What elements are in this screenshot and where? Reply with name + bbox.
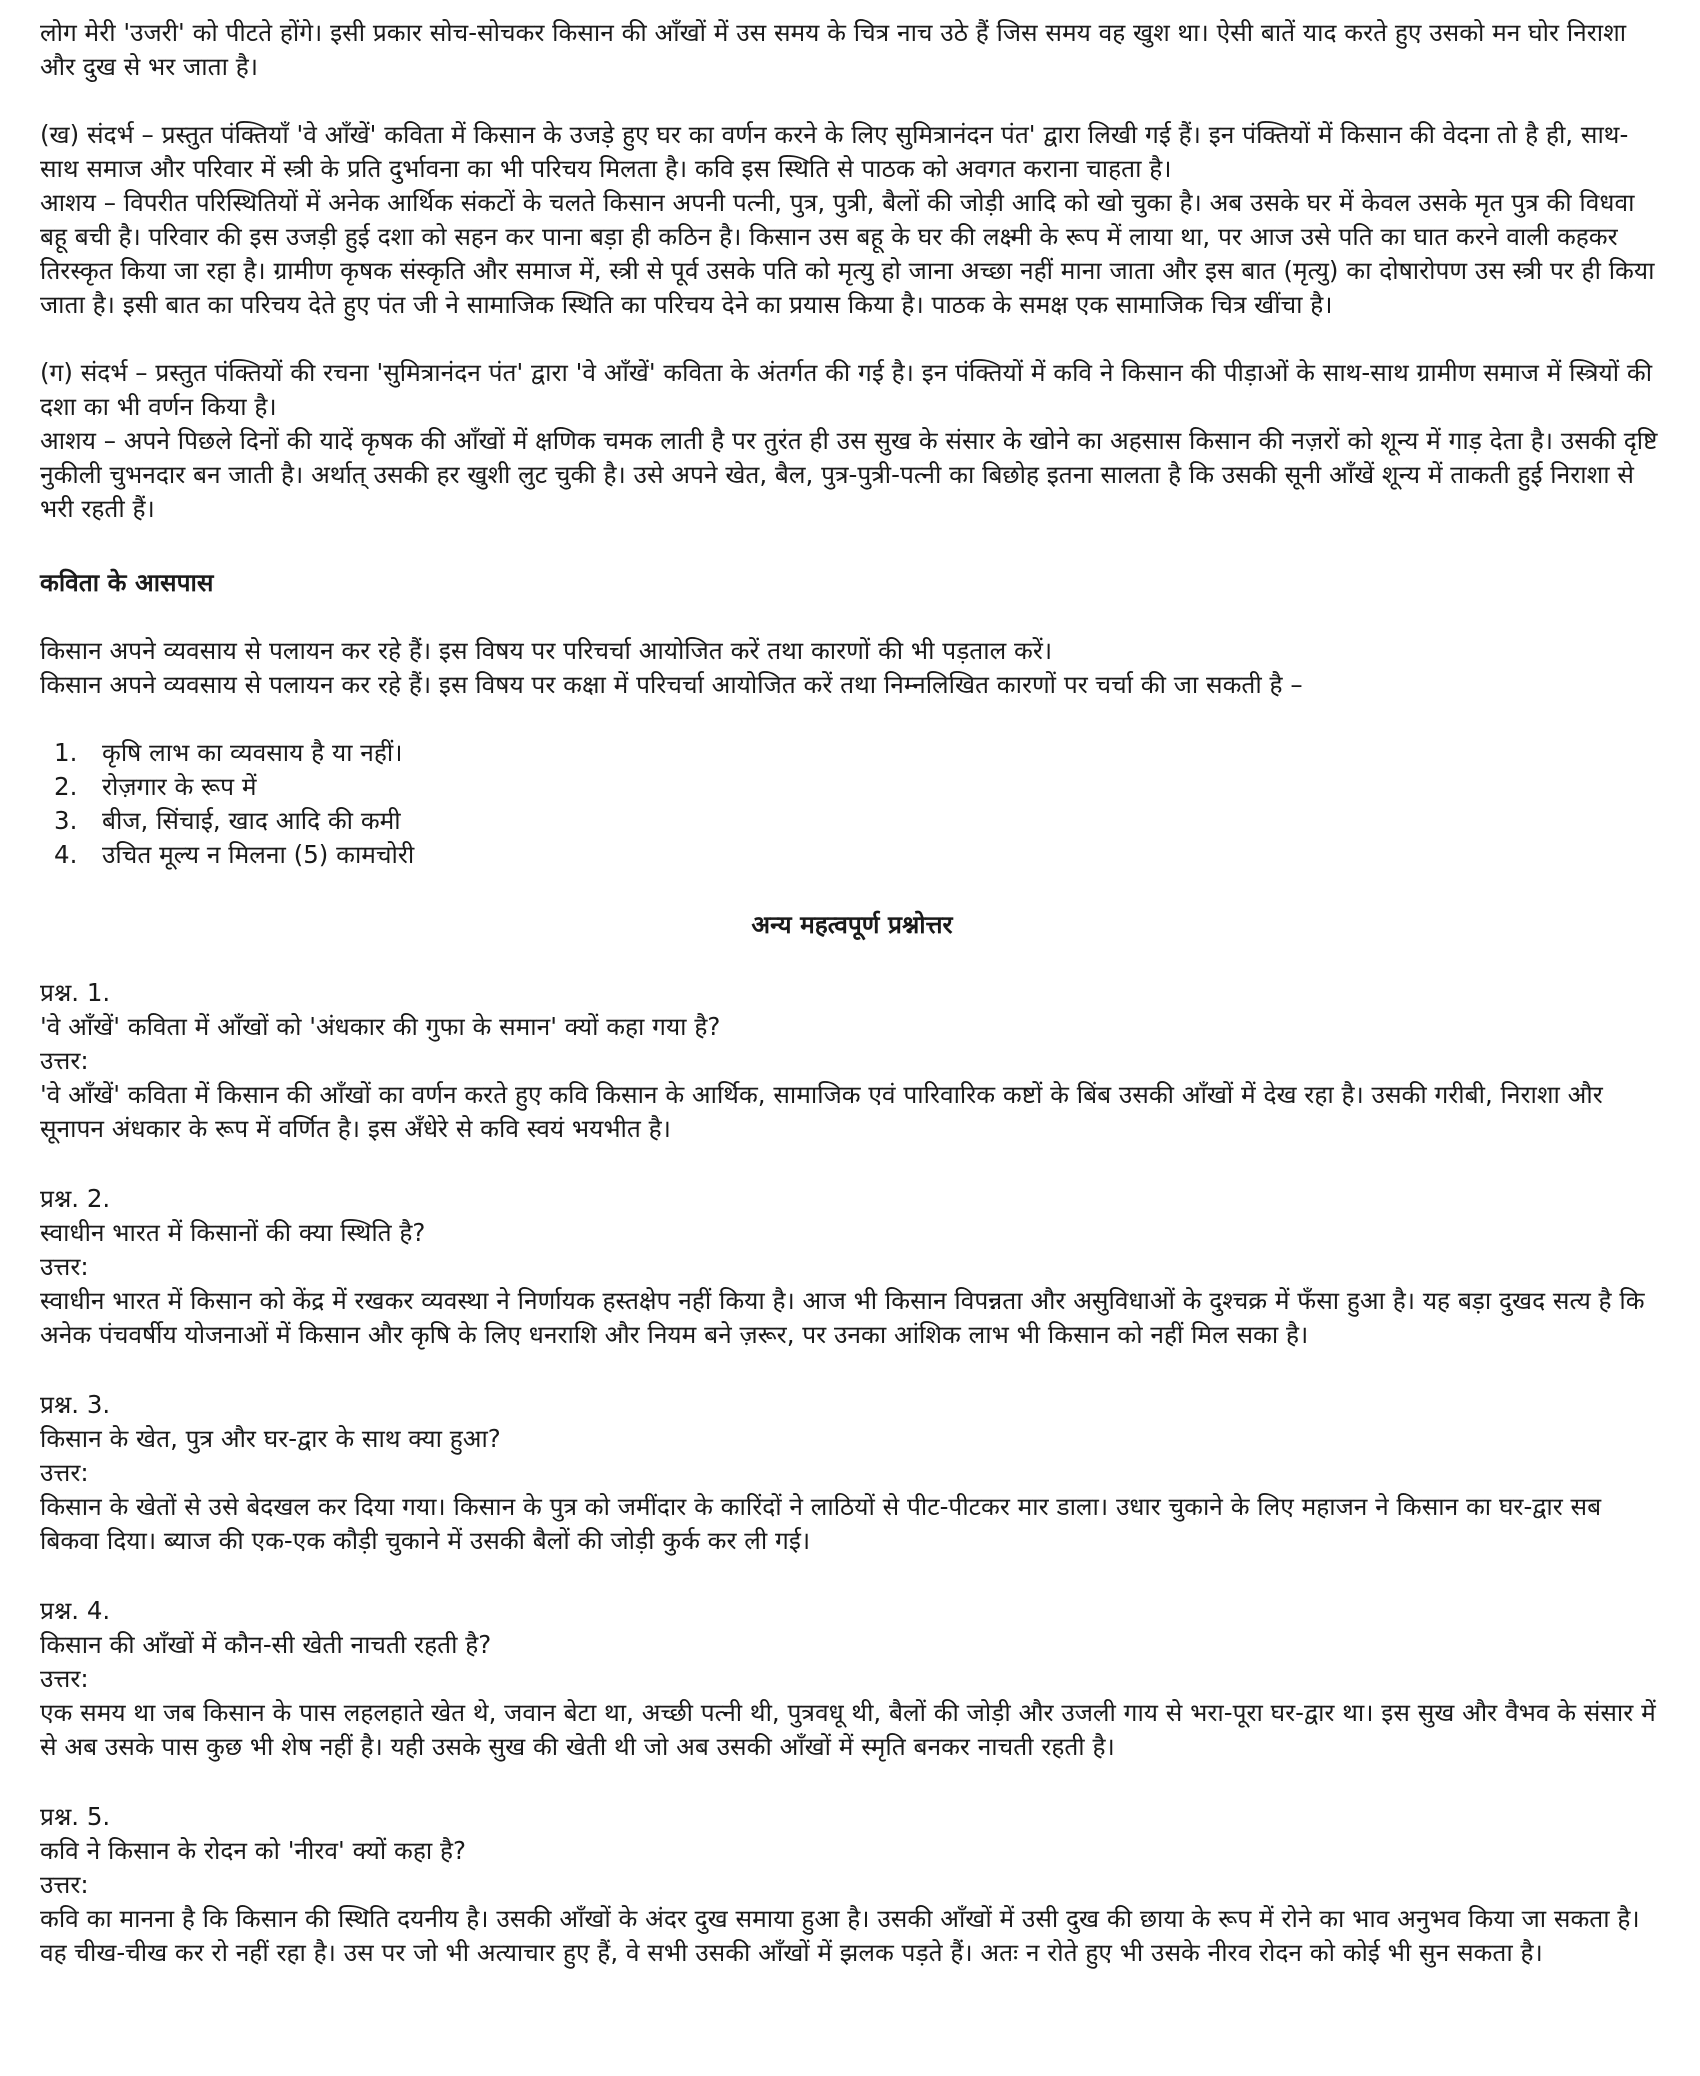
list-item <box>40 838 1664 872</box>
list-item-text: कृषि लाभ का व्यवसाय है या नहीं। <box>102 738 403 767</box>
list-item-text: रोज़गार के रूप में <box>102 772 257 801</box>
list-item-text: उचित मूल्य न मिलना (5) कामचोरी <box>102 840 415 869</box>
qa-item-2 <box>40 1182 1664 1352</box>
list-item-number: 3. <box>54 806 78 835</box>
intro-paragraph: लोग मेरी 'उजरी' को पीटते होंगे। इसी प्रकार सोच-सोचकर किसान की आँखों में उस समय के चित्र नाच उठे हैं जिस समय वह खुश था। ऐसी बातें याद करते हुए उसको मन घोर निराशा और दुख से भर जाता है। <box>40 18 1627 81</box>
question-label: प्रश्न. 5. <box>40 1802 111 1831</box>
ga-ashay: आशय – अपने पिछले दिनों की यादें कृषक की आँखों में क्षणिक चमक लाती है पर तुरंत ही उस सुख के संसार के खोने का अहसास किसान की नज़रों को शून्य में गाड़ देता है। उसकी दृष्टि नुकीली चुभनदार बन जाती है। अर्थात् उसकी हर खुशी लुट चुकी है। उसे अपने खेत, बैल, पुत्र-पुत्री-पत्नी का बिछोह इतना सालता है कि उसकी सूनी आँखें शून्य में ताकती हुई निराशा से भरी रहती हैं। <box>40 426 1658 523</box>
aaspaas-answer: किसान अपने व्यवसाय से पलायन कर रहे हैं। इस विषय पर कक्षा में परिचर्चा आयोजित करें तथा निम्नलिखित कारणों पर चर्चा की जा सकती है – <box>40 670 1303 699</box>
causes-list <box>40 736 1664 872</box>
answer-label: उत्तर: <box>40 1664 89 1693</box>
answer-label: उत्तर: <box>40 1458 89 1487</box>
aaspaas-question: किसान अपने व्यवसाय से पलायन कर रहे हैं। इस विषय पर परिचर्चा आयोजित करें तथा कारणों की भी पड़ताल करें। <box>40 636 1053 665</box>
question-label: प्रश्न. 3. <box>40 1390 111 1419</box>
answer-label: उत्तर: <box>40 1870 89 1899</box>
question-label: प्रश्न. 1. <box>40 978 111 1007</box>
question-text: 'वे आँखें' कविता में आँखों को 'अंधकार की गुफा के समान' क्यों कहा गया है? <box>40 1012 721 1041</box>
list-item <box>40 804 1664 838</box>
list-item-text: बीज, सिंचाई, खाद आदि की कमी <box>102 806 401 835</box>
question-label: प्रश्न. 4. <box>40 1596 111 1625</box>
section-ga <box>40 356 1664 526</box>
question-text: किसान के खेत, पुत्र और घर-द्वार के साथ क्या हुआ? <box>40 1424 501 1453</box>
kha-sandarbh: (ख) संदर्भ – प्रस्तुत पंक्तियाँ 'वे आँखें' कविता में किसान के उजड़े हुए घर का वर्णन करने के लिए सुमित्रानंदन पंत' द्वारा लिखी गई हैं। इन पंक्तियों में किसान की वेदना तो है ही, साथ-साथ समाज और परिवार में स्त्री के प्रति दुर्भावना का भी परिचय मिलता है। कवि इस स्थिति से पाठक को अवगत कराना चाहता है। <box>40 120 1629 183</box>
list-item-number: 2. <box>54 772 78 801</box>
answer-label: उत्तर: <box>40 1046 89 1075</box>
question-text: स्वाधीन भारत में किसानों की क्या स्थिति है? <box>40 1218 426 1247</box>
list-item-number: 4. <box>54 840 78 869</box>
ga-sandarbh: (ग) संदर्भ – प्रस्तुत पंक्तियों की रचना 'सुमित्रानंदन पंत' द्वारा 'वे आँखें' कविता के अंतर्गत की गई है। इन पंक्तियों में कवि ने किसान की पीड़ाओं के साथ-साथ ग्रामीण समाज में स्त्रियों की दशा का भी वर्णन किया है। <box>40 358 1653 421</box>
kha-ashay: आशय – विपरीत परिस्थितियों में अनेक आर्थिक संकटों के चलते किसान अपनी पत्नी, पुत्र, पुत्री, बैलों की जोड़ी आदि को खो चुका है। अब उसके घर में केवल उसके मृत पुत्र की विधवा बहू बची है। परिवार की इस उजड़ी हुई दशा को सहन कर पाना बड़ा ही कठिन है। किसान उस बहू के घर की लक्ष्मी के रूप में लाया था, पर आज उसे पति का घात करने वाली कहकर तिरस्कृत किया जा रहा है। ग्रामीण कृषक संस्कृति और समाज में, स्त्री से पूर्व उसके पति को मृत्यु हो जाना अच्छा नहीं माना जाता और इस बात (मृत्यु) का दोषारोपण उस स्त्री पर ही किया जाता है। इसी बात का परिचय देते हुए पंत जी ने सामाजिक स्थिति का परिचय देने का प्रयास किया है। पाठक के समक्ष एक सामाजिक चित्र खींचा है। <box>40 188 1655 319</box>
kavita-aaspaas-heading: कविता के आसपास <box>40 568 214 597</box>
list-item-number: 1. <box>54 738 78 767</box>
qa-item-4 <box>40 1594 1664 1764</box>
question-label: प्रश्न. 2. <box>40 1184 111 1213</box>
other-qa-heading: अन्य महत्वपूर्ण प्रश्नोत्तर <box>751 910 953 939</box>
qa-item-5 <box>40 1800 1664 1970</box>
list-item <box>40 770 1664 804</box>
answer-label: उत्तर: <box>40 1252 89 1281</box>
question-text: किसान की आँखों में कौन-सी खेती नाचती रहती है? <box>40 1630 492 1659</box>
answer-text: एक समय था जब किसान के पास लहलहाते खेत थे, जवान बेटा था, अच्छी पत्नी थी, पुत्रवधू थी, बैलों की जोड़ी और उजली गाय से भरा-पूरा घर-द्वार था। इस सुख और वैभव के संसार में से अब उसके पास कुछ भी शेष नहीं है। यही उसके सुख की खेती थी जो अब उसकी आँखों में स्मृति बनकर नाचती रहती है। <box>40 1698 1656 1761</box>
section-kha <box>40 118 1664 322</box>
qa-item-3 <box>40 1388 1664 1558</box>
answer-text: कवि का मानना है कि किसान की स्थिति दयनीय है। उसकी आँखों के अंदर दुख समाया हुआ है। उसकी आँखों में उसी दुख की छाया के रूप में रोने का भाव अनुभव किया जा सकता है। वह चीख-चीख कर रो नहीं रहा है। उस पर जो भी अत्याचार हुए हैं, वे सभी उसकी आँखों में झलक पड़ते हैं। अतः न रोते हुए भी उसके नीरव रोदन को कोई भी सुन सकता है। <box>40 1904 1640 1967</box>
answer-text: किसान के खेतों से उसे बेदखल कर दिया गया। किसान के पुत्र को जमींदार के कारिंदों ने लाठियों से पीट-पीटकर मार डाला। उधार चुकाने के लिए महाजन ने किसान का घर-द्वार सब बिकवा दिया। ब्याज की एक-एक कौड़ी चुकाने में उसकी बैलों की जोड़ी कुर्क कर ली गई। <box>40 1492 1602 1555</box>
answer-text: स्वाधीन भारत में किसान को केंद्र में रखकर व्यवस्था ने निर्णायक हस्तक्षेप नहीं किया है। आज भी किसान विपन्नता और असुविधाओं के दुश्चक्र में फँसा हुआ है। यह बड़ा दुखद सत्य है कि अनेक पंचवर्षीय योजनाओं में किसान और कृषि के लिए धनराशि और नियम बने ज़रूर, पर उनका आंशिक लाभ भी किसान को नहीं मिल सका है। <box>40 1286 1645 1349</box>
qa-item-1 <box>40 976 1664 1146</box>
question-text: कवि ने किसान के रोदन को 'नीरव' क्यों कहा है? <box>40 1836 466 1865</box>
kavita-aaspaas-body <box>40 634 1664 702</box>
answer-text: 'वे आँखें' कविता में किसान की आँखों का वर्णन करते हुए कवि किसान के आर्थिक, सामाजिक एवं पारिवारिक कष्टों के बिंब उसकी आँखों में देख रहा है। उसकी गरीबी, निराशा और सूनापन अंधकार के रूप में वर्णित है। इस अँधेरे से कवि स्वयं भयभीत है। <box>40 1080 1603 1143</box>
list-item <box>40 736 1664 770</box>
